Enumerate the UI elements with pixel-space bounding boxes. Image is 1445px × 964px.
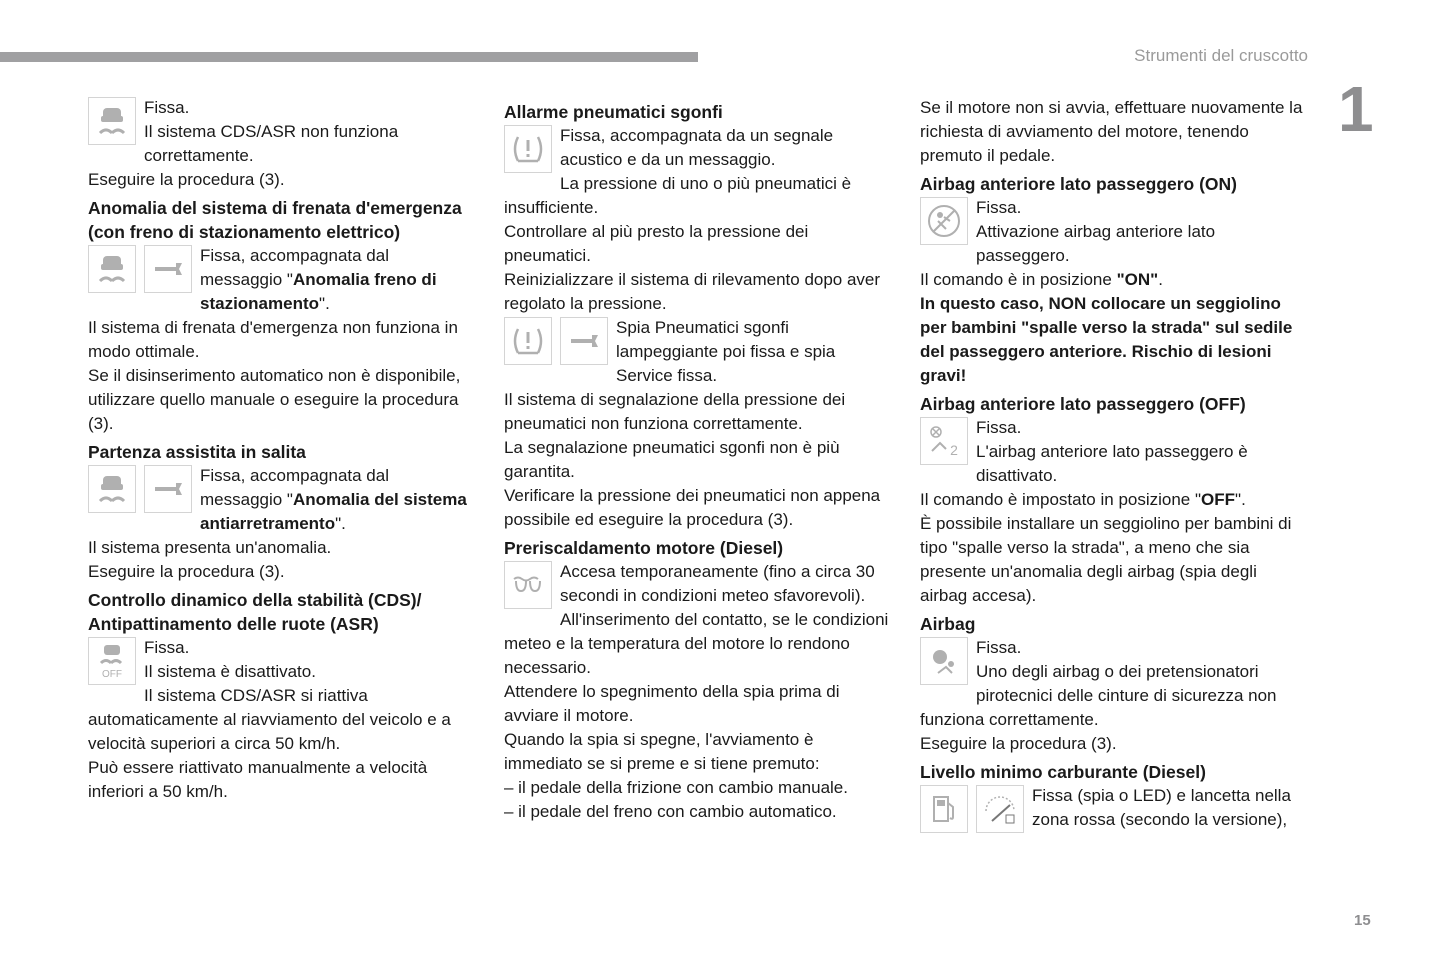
entry-text — [88, 96, 474, 120]
entry-text — [920, 96, 1306, 168]
entry-text — [88, 636, 474, 660]
bold-text: OFF — [1201, 490, 1236, 509]
entry-text — [504, 560, 890, 608]
entry-text — [88, 536, 474, 560]
entry-text — [504, 436, 890, 484]
text-run: La segnalazione pneumatici sgonfi non è più garantita. — [504, 438, 840, 481]
esp-off-icon — [88, 637, 136, 685]
entry-text — [504, 124, 890, 172]
entry-text — [504, 220, 890, 268]
bold-text: In questo caso, NON collocare un seggiolino per bambini "spalle verso la strada" sul sedile del passeggero anteriore. Rischio di lesioni gravi! — [920, 294, 1293, 385]
entry-text — [920, 292, 1306, 388]
entry-text — [504, 388, 890, 436]
text-run: Fissa. — [976, 198, 1022, 217]
section-title: Strumenti del cruscotto — [1134, 46, 1308, 65]
entry-heading: Controllo dinamico della stabilità (CDS)/ Antipattinamento delle ruote (ASR) — [88, 590, 422, 634]
warning-light-entry — [88, 588, 474, 804]
entry-text — [504, 172, 890, 220]
fuel-gauge-icon — [976, 785, 1024, 833]
entry-text — [920, 488, 1306, 512]
text-run: Fissa, accompagnata dal messaggio " — [200, 246, 389, 289]
text-run: ". — [1235, 490, 1246, 509]
airbag-on-icon — [920, 197, 968, 245]
service-wrench-icon — [560, 317, 608, 365]
fuel-pump-icon — [920, 785, 968, 833]
warning-light-entry — [88, 96, 474, 192]
text-run: Controllare al più presto la pressione dei pneumatici. — [504, 222, 809, 265]
text-run: Uno degli airbag o dei pretensionatori pirotecnici delle cinture di sicurezza non funziona correttamente. — [920, 662, 1277, 729]
text-run: Eseguire la procedura (3). — [88, 562, 285, 581]
entry-text — [504, 800, 890, 824]
entry-text — [88, 660, 474, 684]
entry-text — [920, 416, 1306, 440]
entry-heading: Partenza assistita in salita — [88, 442, 306, 462]
esp-skid-icon — [88, 245, 136, 293]
text-run: Fissa. — [144, 98, 190, 117]
entry-text — [504, 268, 890, 316]
text-run: ". — [319, 294, 330, 313]
entry-text — [920, 660, 1306, 732]
text-run: Il sistema CDS/ASR non funziona correttamente. — [144, 122, 399, 165]
column-1 — [88, 96, 474, 804]
text-run: Accesa temporaneamente (fino a circa 30 secondi in condizioni meteo sfavorevoli). — [560, 562, 875, 605]
warning-light-entry — [920, 172, 1306, 388]
esp-skid-icon — [88, 465, 136, 513]
text-run: Eseguire la procedura (3). — [920, 734, 1117, 753]
entry-heading: Livello minimo carburante (Diesel) — [920, 762, 1206, 782]
entry-text — [88, 316, 474, 364]
entry-text — [88, 364, 474, 436]
entry-text — [88, 560, 474, 584]
warning-light-entry — [920, 96, 1306, 168]
warning-light-entry — [920, 612, 1306, 756]
text-run: Se il motore non si avvia, effettuare nuovamente la richiesta di avviamento del motore, tenendo premuto il pedale. — [920, 98, 1303, 165]
entry-text — [920, 732, 1306, 756]
text-run: Il sistema CDS/ASR si riattiva automaticamente al riavviamento del veicolo e a velocità superiori a circa 50 km/h. — [88, 686, 451, 753]
warning-light-entry — [88, 440, 474, 584]
column-3 — [920, 96, 1306, 833]
entry-text — [920, 268, 1306, 292]
text-run: Il sistema di segnalazione della pressione dei pneumatici non funziona correttamente. — [504, 390, 846, 433]
text-run: La pressione di uno o più pneumatici è insufficiente. — [504, 174, 852, 217]
warning-light-entry — [504, 100, 890, 316]
text-run: Il sistema presenta un'anomalia. — [88, 538, 332, 557]
text-run: Eseguire la procedura (3). — [88, 170, 285, 189]
svg-text:2: 2 — [950, 442, 958, 458]
text-run: Se il disinserimento automatico non è disponibile, utilizzare quello manuale o eseguire la procedura (3). — [88, 366, 461, 433]
text-run: All'inserimento del contatto, se le condizioni meteo e la temperatura del motore lo rendono necessario. — [504, 610, 889, 677]
entry-heading: Airbag anteriore lato passeggero (OFF) — [920, 394, 1246, 414]
text-run: Spia Pneumatici sgonfi lampeggiante poi fissa e spia Service fissa. — [616, 318, 836, 385]
tyre-pressure-icon — [504, 317, 552, 365]
entry-text — [920, 636, 1306, 660]
entry-text — [504, 484, 890, 532]
entry-heading: Allarme pneumatici sgonfi — [504, 102, 723, 122]
entry-text — [88, 756, 474, 804]
entry-text — [504, 680, 890, 728]
text-run: Il comando è in posizione — [920, 270, 1117, 289]
text-run: È possibile installare un seggiolino per bambini di tipo "spalle verso la strada", a meno che sia presente un'anomalia degli airbag (spia degli airbag accesa). — [920, 514, 1292, 605]
entry-heading: Preriscaldamento motore (Diesel) — [504, 538, 784, 558]
entry-text — [920, 220, 1306, 268]
entry-text — [504, 608, 890, 680]
service-wrench-icon — [144, 465, 192, 513]
text-run: Attivazione airbag anteriore lato passeggero. — [976, 222, 1216, 265]
tyre-pressure-icon — [504, 125, 552, 173]
entry-heading: Airbag — [920, 614, 976, 634]
warning-light-entry — [88, 196, 474, 436]
warning-light-entry — [504, 536, 890, 824]
header-bar — [0, 52, 698, 62]
svg-text:OFF: OFF — [102, 669, 122, 679]
text-run: . — [1158, 270, 1163, 289]
entry-heading: Airbag anteriore lato passeggero (ON) — [920, 174, 1238, 194]
text-run: Quando la spia si spegne, l'avviamento è immediato se si preme e si tiene premuto: — [504, 730, 820, 773]
text-run: Fissa, accompagnata da un segnale acustico e da un messaggio. — [560, 126, 834, 169]
text-run: – il pedale della frizione con cambio manuale. — [504, 778, 848, 797]
text-run: Verificare la pressione dei pneumatici non appena possibile ed eseguire la procedura (3). — [504, 486, 881, 529]
service-wrench-icon — [144, 245, 192, 293]
glow-plug-icon — [504, 561, 552, 609]
entry-text — [504, 776, 890, 800]
text-run: Il comando è impostato in posizione " — [920, 490, 1202, 509]
bold-text: "ON" — [1116, 270, 1159, 289]
text-run: ". — [335, 514, 346, 533]
entry-text — [88, 684, 474, 756]
warning-light-entry — [504, 316, 890, 532]
text-run: Reinizializzare il sistema di rilevamento dopo aver regolato la pressione. — [504, 270, 881, 313]
text-run: Fissa. — [976, 418, 1022, 437]
text-run: Il sistema di frenata d'emergenza non funziona in modo ottimale. — [88, 318, 458, 361]
bold-text: Anomalia freno di stazionamento — [200, 270, 437, 313]
text-run: – il pedale del freno con cambio automatico. — [504, 802, 837, 821]
text-run: Attendere lo spegnimento della spia prima di avviare il motore. — [504, 682, 840, 725]
entry-text — [88, 168, 474, 192]
entry-heading: Anomalia del sistema di frenata d'emergenza (con freno di stazionamento elettrico) — [88, 198, 462, 242]
chapter-number: 1 — [1338, 73, 1374, 145]
text-run: Fissa. — [976, 638, 1022, 657]
entry-text — [920, 512, 1306, 608]
text-run: Fissa (spia o LED) e lancetta nella zona rossa (secondo la versione), — [1032, 786, 1291, 829]
text-run: Può essere riattivato manualmente a velocità inferiori a 50 km/h. — [88, 758, 428, 801]
entry-text — [88, 120, 474, 168]
warning-light-entry — [920, 392, 1306, 608]
entry-text — [920, 196, 1306, 220]
airbag-icon — [920, 637, 968, 685]
esp-skid-icon — [88, 97, 136, 145]
text-run: L'airbag anteriore lato passeggero è disattivato. — [976, 442, 1248, 485]
bold-text: Anomalia del sistema antiarretramento — [200, 490, 467, 533]
entry-text — [920, 440, 1306, 488]
entry-text — [504, 728, 890, 776]
warning-light-entry — [920, 760, 1306, 832]
text-run: Il sistema è disattivato. — [144, 662, 316, 681]
text-run: Fissa. — [144, 638, 190, 657]
text-run: Fissa, accompagnata dal messaggio " — [200, 466, 389, 509]
page-number: 15 — [1354, 912, 1371, 929]
airbag-off-icon — [920, 417, 968, 465]
column-2 — [504, 96, 890, 824]
